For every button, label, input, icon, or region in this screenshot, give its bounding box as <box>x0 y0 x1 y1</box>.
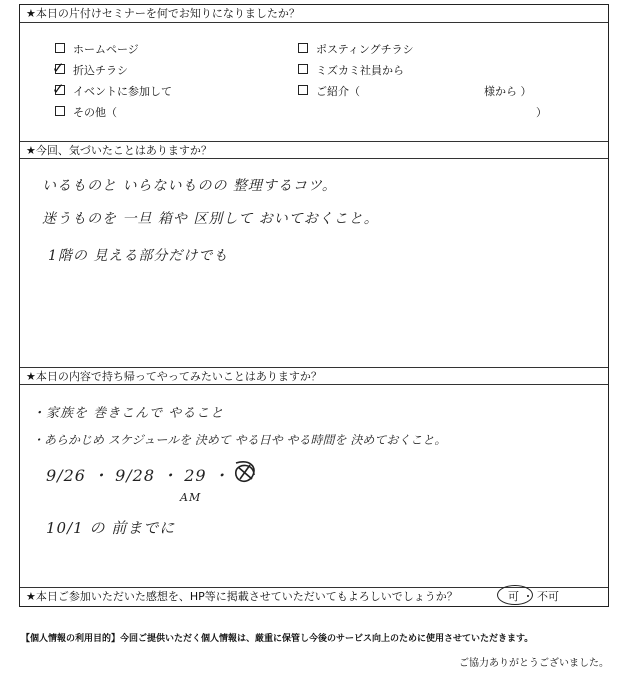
checkbox-other[interactable] <box>55 106 65 116</box>
q4-title: ★本日ご参加いただいた感想を、HP等に掲載させていただいてもよろしいでしょうか？ <box>26 590 458 603</box>
thanks-note: ご協力ありがとうございました。 <box>459 658 609 669</box>
q3-answer-line-1: ・家族を 巻きこんで やること <box>32 406 225 421</box>
q3-title: ★本日の内容で持ち帰ってやってみたいことはありますか？ <box>20 367 608 385</box>
checkbox-event[interactable] <box>52 80 65 98</box>
option-event[interactable]: ✓ イベントに参加して <box>52 80 172 98</box>
option-homepage[interactable]: ホームページ <box>55 43 139 57</box>
check-mark-icon: ✓ <box>52 80 65 98</box>
q4-sep: ・ <box>522 590 534 603</box>
check-mark-icon: ✓ <box>52 59 65 77</box>
checkbox-insert-flyer[interactable] <box>52 59 65 77</box>
scribble-mark <box>230 457 260 487</box>
checkbox-referral[interactable] <box>298 85 308 95</box>
option-insert-flyer[interactable]: ✓ 折込チラシ <box>52 59 128 77</box>
q1-title: ★本日の片付けセミナーを何でお知りになりましたか？ <box>20 5 608 23</box>
q2-answer-line-3: 1階の 見える部分だけでも <box>48 248 229 264</box>
privacy-note: 【個人情報の利用目的】今回ご提供いただく個人情報は、厳重に保管し今後のサービス向上のために使用させていただきます。 <box>21 634 534 644</box>
survey-form <box>19 4 609 607</box>
q2-answer-line-2: 迷うものを 一旦 箱や 区別して おいておくこと。 <box>42 211 379 227</box>
q2-answer-line-1: いるものと いらないものの 整理するコツ。 <box>42 178 337 194</box>
q4-yes[interactable]: 可 <box>508 590 519 603</box>
checkbox-mizukami-staff[interactable] <box>298 64 308 74</box>
other-close-paren: ） <box>536 106 547 119</box>
referral-suffix: 様から ） <box>484 85 532 98</box>
q4-answers <box>508 588 559 604</box>
q3-answer-am: AM <box>180 491 202 504</box>
q3-answer-line-2: ・あらかじめ スケジュールを 決めて やる日や やる時間を 決めておくこと。 <box>32 433 447 447</box>
q2-title: ★今回、気づいたことはありますか？ <box>20 141 608 159</box>
option-posting-flyer[interactable]: ポスティングチラシ <box>298 43 414 57</box>
option-referral[interactable]: ご紹介（ <box>298 85 360 99</box>
q4-no[interactable]: 不可 <box>537 590 559 603</box>
q3-answer-dates: 9/26 ・ 9/28 ・ 29 ・ <box>46 466 230 485</box>
q3-answer-line-5: 10/1 の 前までに <box>46 519 176 537</box>
checkbox-homepage[interactable] <box>55 43 65 53</box>
checkbox-posting-flyer[interactable] <box>298 43 308 53</box>
option-mizukami-staff[interactable]: ミズカミ社員から <box>298 64 404 78</box>
option-other[interactable]: その他（ <box>55 106 117 120</box>
